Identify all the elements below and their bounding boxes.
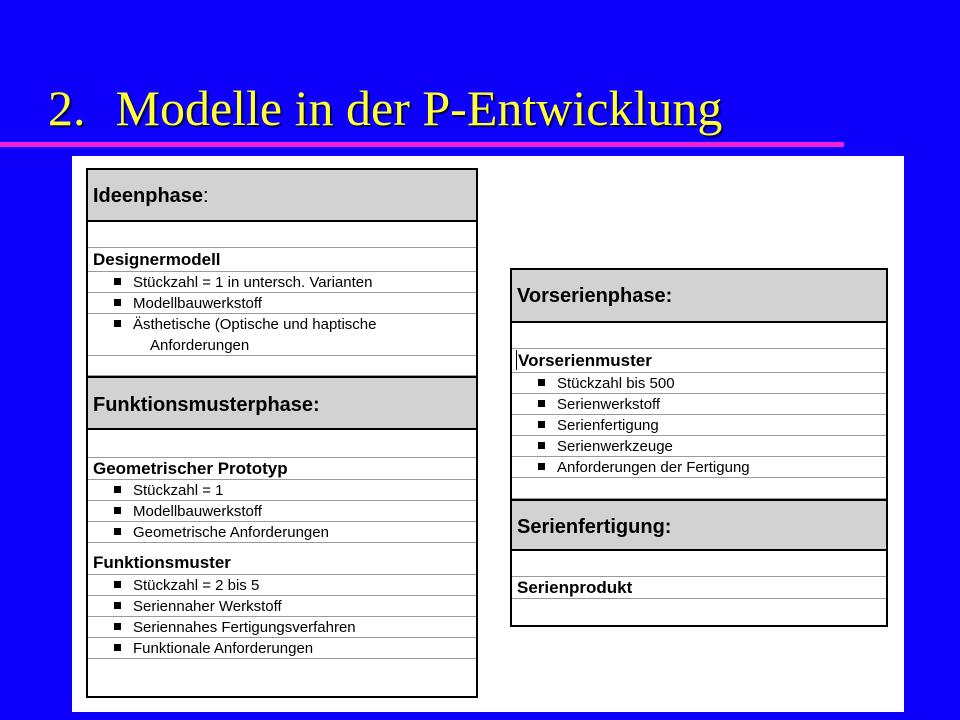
list-item bbox=[512, 415, 886, 436]
left-table bbox=[86, 168, 478, 698]
slide-title bbox=[48, 78, 848, 138]
ideenphase-header bbox=[88, 170, 476, 222]
list-item bbox=[88, 314, 476, 356]
list-item bbox=[512, 394, 886, 415]
list-item bbox=[88, 501, 476, 522]
list-item bbox=[88, 522, 476, 543]
list-item bbox=[88, 638, 476, 659]
list-item bbox=[88, 617, 476, 638]
list-item-text: Geometrische Anforderungen bbox=[133, 524, 329, 541]
right-table bbox=[510, 268, 888, 627]
list-item-text: Serienfertigung bbox=[557, 417, 659, 434]
title-underline bbox=[0, 142, 844, 147]
title-text: Modelle in der P-Entwicklung bbox=[115, 80, 723, 136]
list-item-text: Seriennaher Werkstoff bbox=[133, 598, 282, 615]
spacer-row bbox=[512, 599, 886, 619]
list-item-text: Modellbauwerkstoff bbox=[133, 503, 262, 520]
list-item-text: Stückzahl bis 500 bbox=[557, 375, 675, 392]
list-item-text: Seriennahes Fertigungsverfahren bbox=[133, 619, 356, 636]
bullet-icon bbox=[114, 278, 121, 285]
bullet-icon bbox=[538, 463, 545, 470]
serienprodukt-label: Serienprodukt bbox=[512, 577, 886, 599]
funktionsmusterphase-header: Funktionsmusterphase: bbox=[88, 376, 476, 430]
designermodell-heading: Designermodell bbox=[88, 248, 476, 272]
list-item-text: Stückzahl = 2 bis 5 bbox=[133, 577, 260, 594]
bullet-icon bbox=[114, 486, 121, 493]
list-item bbox=[512, 457, 886, 478]
bullet-icon bbox=[114, 644, 121, 651]
bullet-icon bbox=[114, 528, 121, 535]
document-panel bbox=[72, 156, 904, 712]
spacer-row bbox=[512, 551, 886, 577]
vorserienmuster-label: Vorserienmuster bbox=[518, 351, 652, 370]
spacer-row bbox=[88, 356, 476, 376]
list-item-text: Ästhetische (Optische und haptische bbox=[133, 316, 377, 333]
bullet-icon bbox=[538, 421, 545, 428]
list-item bbox=[512, 373, 886, 394]
list-item-text: Serienwerkstoff bbox=[557, 396, 661, 413]
spacer-row bbox=[88, 659, 476, 680]
list-item bbox=[88, 575, 476, 596]
bullet-icon bbox=[114, 602, 121, 609]
geometrischer-prototyp-heading: Geometrischer Prototyp bbox=[88, 458, 476, 480]
bullet-icon bbox=[114, 320, 121, 327]
bullet-icon bbox=[538, 379, 545, 386]
serienfertigung-header: Serienfertigung: bbox=[512, 499, 886, 551]
list-item-text: Modellbauwerkstoff bbox=[133, 295, 262, 312]
vorserienphase-header: Vorserienphase: bbox=[512, 270, 886, 323]
title-number: 2. bbox=[48, 80, 86, 136]
ideenphase-label: Ideenphase bbox=[93, 185, 204, 207]
list-item-text: Stückzahl = 1 bbox=[133, 482, 224, 499]
bullet-icon bbox=[114, 507, 121, 514]
list-item bbox=[88, 293, 476, 314]
bullet-icon bbox=[114, 581, 121, 588]
bullet-icon bbox=[538, 442, 545, 449]
list-item-text: Serienwerkzeuge bbox=[557, 438, 673, 455]
bullet-icon bbox=[538, 400, 545, 407]
bullet-icon bbox=[114, 299, 121, 306]
list-item bbox=[88, 272, 476, 293]
text-cursor bbox=[516, 350, 517, 370]
list-item-continuation: Anforderungen bbox=[150, 337, 250, 354]
list-item-text: Funktionale Anforderungen bbox=[133, 640, 314, 657]
spacer-row bbox=[512, 478, 886, 499]
bullet-icon bbox=[114, 623, 121, 630]
vorserienmuster-heading bbox=[512, 349, 886, 373]
spacer-row bbox=[512, 323, 886, 349]
list-item bbox=[88, 596, 476, 617]
list-item-text: Stückzahl = 1 in untersch. Varianten bbox=[133, 274, 373, 291]
ideenphase-colon: : bbox=[203, 185, 209, 207]
list-item bbox=[88, 480, 476, 501]
list-item-text: Anforderungen der Fertigung bbox=[557, 459, 750, 476]
spacer-row bbox=[88, 222, 476, 248]
spacer-row bbox=[88, 430, 476, 458]
list-item bbox=[512, 436, 886, 457]
funktionsmuster-heading: Funktionsmuster bbox=[88, 543, 476, 575]
